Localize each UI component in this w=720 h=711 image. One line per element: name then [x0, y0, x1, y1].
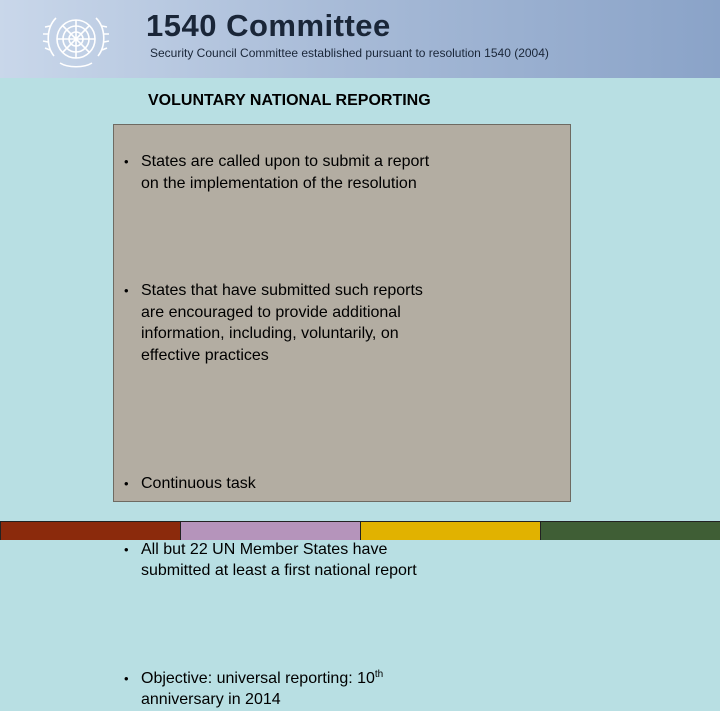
bullet-dot-icon: • [124, 283, 129, 298]
footer-color-bar [0, 521, 720, 540]
bullet-text: Continuous task [141, 475, 256, 492]
header-banner [0, 0, 720, 78]
slide-title: VOLUNTARY NATIONAL REPORTING [148, 92, 431, 109]
bullet-text-continued: anniversary in 2014 [141, 691, 281, 708]
bullet-list [114, 137, 570, 708]
committee-title: 1540 Committee [146, 8, 391, 43]
bullet-text: States that have submitted such reports are encouraged to provide additional information, including, voluntarily, on effective practices [141, 282, 423, 364]
bullet-dot-icon: • [124, 154, 129, 169]
list-item [114, 280, 444, 366]
bullet-text: Objective: universal reporting: 10 [141, 669, 375, 687]
bullet-dot-icon: • [124, 541, 129, 557]
bullet-text: All but 22 UN Member States have submitted at least a first national report [141, 540, 417, 579]
list-item [114, 151, 444, 194]
bullet-dot-icon: • [124, 476, 129, 491]
bullet-dot-icon: • [124, 670, 129, 686]
un-emblem-icon [40, 6, 112, 72]
footer-segment [180, 521, 360, 540]
committee-subtitle: Security Council Committee established pursuant to resolution 1540 (2004) [150, 46, 549, 60]
list-item [114, 539, 444, 582]
ordinal-suffix: th [374, 668, 384, 680]
footer-segment [540, 521, 720, 540]
list-item [114, 668, 444, 711]
footer-segment [0, 521, 180, 540]
list-item [114, 473, 444, 495]
bullet-text: States are called upon to submit a report on the implementation of the resolution [141, 153, 430, 192]
footer-segment [360, 521, 540, 540]
content-box [113, 124, 571, 708]
